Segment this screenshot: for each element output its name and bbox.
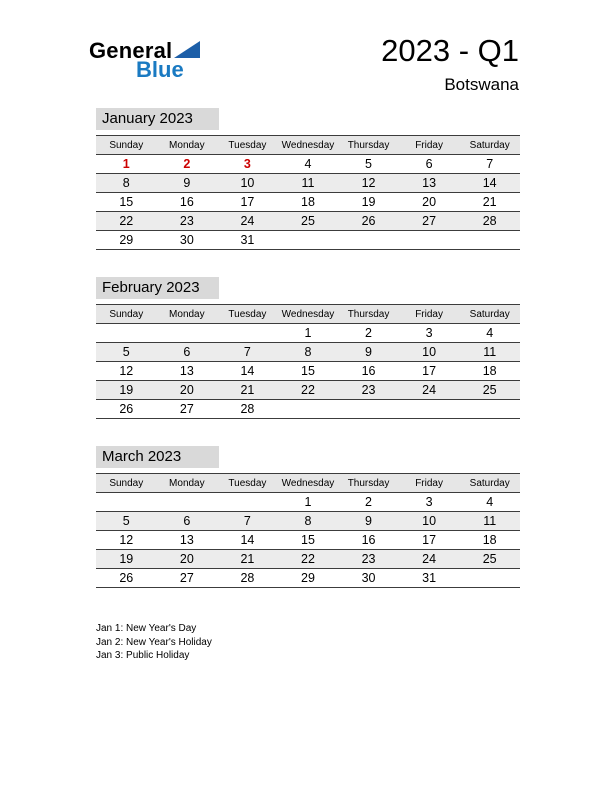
empty-day-cell (338, 231, 399, 250)
day-cell: 15 (278, 362, 339, 381)
day-cell: 28 (459, 212, 520, 231)
day-cell: 9 (157, 174, 218, 193)
empty-day-cell (399, 231, 460, 250)
day-cell: 13 (399, 174, 460, 193)
day-cell: 3 (399, 493, 460, 512)
day-cell: 24 (399, 381, 460, 400)
week-row (96, 381, 520, 400)
week-row (96, 362, 520, 381)
week-row (96, 512, 520, 531)
day-cell: 11 (459, 512, 520, 531)
day-cell: 28 (217, 569, 278, 588)
week-row (96, 231, 520, 250)
day-cell: 8 (96, 174, 157, 193)
weekday-header: Friday (399, 474, 460, 493)
logo-text-blue: Blue (136, 57, 184, 82)
day-cell: 6 (157, 512, 218, 531)
day-cell: 26 (338, 212, 399, 231)
day-cell: 3 (399, 324, 460, 343)
holiday-note: Jan 2: New Year's Holiday (96, 636, 212, 648)
day-cell: 13 (157, 362, 218, 381)
weekday-header: Friday (399, 136, 460, 155)
day-cell: 1 (96, 155, 157, 174)
page-title: 2023 - Q1 (381, 33, 519, 68)
week-row (96, 550, 520, 569)
empty-day-cell (399, 400, 460, 419)
week-row (96, 324, 520, 343)
day-cell: 24 (399, 550, 460, 569)
day-cell: 5 (96, 343, 157, 362)
day-cell: 12 (338, 174, 399, 193)
day-cell: 31 (399, 569, 460, 588)
weekday-header: Saturday (459, 474, 520, 493)
day-cell: 7 (459, 155, 520, 174)
title-block (381, 34, 519, 95)
day-cell: 9 (338, 343, 399, 362)
day-cell: 24 (217, 212, 278, 231)
day-cell: 2 (338, 324, 399, 343)
day-cell: 27 (157, 400, 218, 419)
day-cell: 4 (459, 493, 520, 512)
day-cell: 11 (459, 343, 520, 362)
month-section (96, 108, 520, 250)
empty-day-cell (278, 231, 339, 250)
empty-day-cell (217, 493, 278, 512)
empty-day-cell (338, 400, 399, 419)
day-cell: 17 (217, 193, 278, 212)
day-cell: 16 (338, 362, 399, 381)
day-cell: 29 (96, 231, 157, 250)
empty-day-cell (459, 400, 520, 419)
day-cell: 16 (338, 531, 399, 550)
day-cell: 17 (399, 531, 460, 550)
day-cell: 30 (338, 569, 399, 588)
empty-day-cell (217, 324, 278, 343)
holiday-note: Jan 1: New Year's Day (96, 623, 197, 634)
day-cell: 30 (157, 231, 218, 250)
day-cell: 27 (157, 569, 218, 588)
months-container (96, 108, 520, 588)
weekday-header: Thursday (338, 136, 399, 155)
day-cell: 1 (278, 324, 339, 343)
day-cell: 13 (157, 531, 218, 550)
month-title: March 2023 (96, 446, 219, 468)
weekday-header: Monday (157, 305, 218, 324)
day-cell: 8 (278, 343, 339, 362)
day-cell: 21 (459, 193, 520, 212)
day-cell: 22 (278, 550, 339, 569)
weekday-header: Saturday (459, 136, 520, 155)
day-cell: 26 (96, 569, 157, 588)
weekday-header: Wednesday (278, 305, 339, 324)
weekday-header: Wednesday (278, 136, 339, 155)
week-row (96, 569, 520, 588)
empty-day-cell (459, 569, 520, 588)
weekday-header-row (96, 474, 520, 493)
day-cell: 15 (96, 193, 157, 212)
month-table (96, 304, 520, 419)
day-cell: 20 (399, 193, 460, 212)
day-cell: 5 (96, 512, 157, 531)
empty-day-cell (96, 324, 157, 343)
general-blue-logo (89, 38, 200, 83)
week-row (96, 343, 520, 362)
weekday-header: Thursday (338, 474, 399, 493)
weekday-header: Tuesday (217, 305, 278, 324)
day-cell: 22 (96, 212, 157, 231)
day-cell: 7 (217, 512, 278, 531)
weekday-header: Monday (157, 136, 218, 155)
holiday-note: Jan 3: Public Holiday (96, 650, 190, 661)
weekday-header: Sunday (96, 305, 157, 324)
day-cell: 4 (459, 324, 520, 343)
week-row (96, 400, 520, 419)
logo-triangle-icon (174, 41, 200, 58)
day-cell: 25 (278, 212, 339, 231)
day-cell: 5 (338, 155, 399, 174)
weekday-header: Friday (399, 305, 460, 324)
day-cell: 3 (217, 155, 278, 174)
weekday-header: Wednesday (278, 474, 339, 493)
empty-day-cell (278, 400, 339, 419)
day-cell: 21 (217, 550, 278, 569)
day-cell: 12 (96, 362, 157, 381)
day-cell: 2 (157, 155, 218, 174)
day-cell: 23 (338, 381, 399, 400)
month-table (96, 135, 520, 250)
day-cell: 4 (278, 155, 339, 174)
month-table (96, 473, 520, 588)
day-cell: 10 (399, 512, 460, 531)
day-cell: 6 (157, 343, 218, 362)
day-cell: 18 (459, 362, 520, 381)
calendar-content (96, 108, 520, 663)
day-cell: 6 (399, 155, 460, 174)
day-cell: 15 (278, 531, 339, 550)
day-cell: 7 (217, 343, 278, 362)
day-cell: 19 (96, 381, 157, 400)
logo-text-general: General (89, 38, 173, 63)
month-section (96, 446, 520, 588)
day-cell: 18 (459, 531, 520, 550)
week-row (96, 155, 520, 174)
day-cell: 18 (278, 193, 339, 212)
day-cell: 29 (278, 569, 339, 588)
month-section (96, 277, 520, 419)
day-cell: 31 (217, 231, 278, 250)
day-cell: 12 (96, 531, 157, 550)
day-cell: 22 (278, 381, 339, 400)
week-row (96, 193, 520, 212)
day-cell: 10 (399, 343, 460, 362)
week-row (96, 212, 520, 231)
empty-day-cell (157, 493, 218, 512)
day-cell: 17 (399, 362, 460, 381)
day-cell: 20 (157, 550, 218, 569)
day-cell: 26 (96, 400, 157, 419)
day-cell: 19 (96, 550, 157, 569)
empty-day-cell (459, 231, 520, 250)
weekday-header: Tuesday (217, 136, 278, 155)
weekday-header: Sunday (96, 474, 157, 493)
weekday-header-row (96, 305, 520, 324)
weekday-header-row (96, 136, 520, 155)
day-cell: 8 (278, 512, 339, 531)
day-cell: 23 (338, 550, 399, 569)
day-cell: 9 (338, 512, 399, 531)
day-cell: 19 (338, 193, 399, 212)
week-row (96, 531, 520, 550)
day-cell: 14 (217, 531, 278, 550)
weekday-header: Monday (157, 474, 218, 493)
day-cell: 14 (459, 174, 520, 193)
empty-day-cell (157, 324, 218, 343)
day-cell: 25 (459, 550, 520, 569)
week-row (96, 174, 520, 193)
day-cell: 2 (338, 493, 399, 512)
month-title: January 2023 (96, 108, 219, 130)
weekday-header: Tuesday (217, 474, 278, 493)
weekday-header: Sunday (96, 136, 157, 155)
day-cell: 16 (157, 193, 218, 212)
empty-day-cell (96, 493, 157, 512)
country-subtitle: Botswana (444, 75, 519, 94)
day-cell: 11 (278, 174, 339, 193)
day-cell: 21 (217, 381, 278, 400)
day-cell: 23 (157, 212, 218, 231)
day-cell: 14 (217, 362, 278, 381)
day-cell: 28 (217, 400, 278, 419)
weekday-header: Thursday (338, 305, 399, 324)
weekday-header: Saturday (459, 305, 520, 324)
day-cell: 27 (399, 212, 460, 231)
day-cell: 25 (459, 381, 520, 400)
day-cell: 10 (217, 174, 278, 193)
holiday-notes (96, 622, 520, 663)
day-cell: 1 (278, 493, 339, 512)
week-row (96, 493, 520, 512)
month-title: February 2023 (96, 277, 219, 299)
day-cell: 20 (157, 381, 218, 400)
